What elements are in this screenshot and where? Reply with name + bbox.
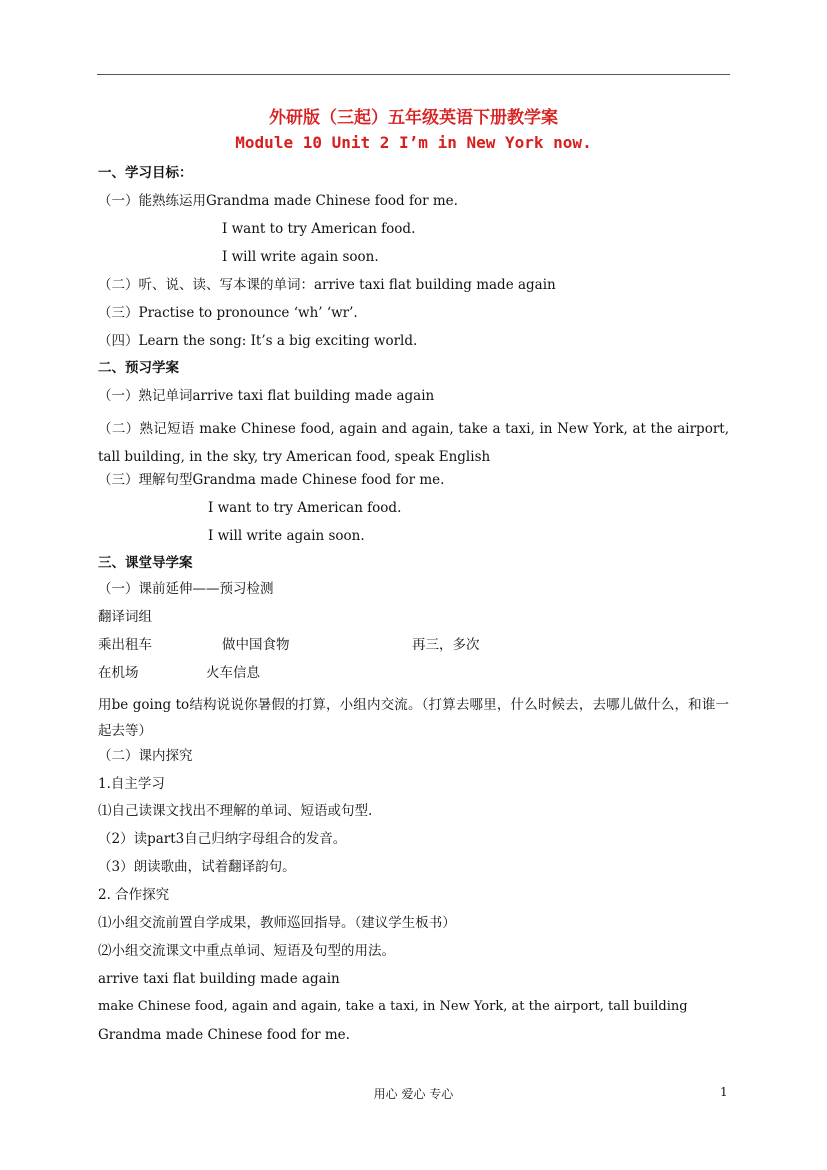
objective-1-line2: I want to try American food. (222, 221, 416, 237)
section1-heading: 一、学习目标： (98, 165, 193, 181)
section3-heading: 三、课堂导学案 (98, 555, 193, 571)
cooperative-1: ⑴小组交流前置自学成果，教师巡回指导。（建议学生板书） (98, 915, 456, 931)
key-words: arrive taxi flat building made again (98, 971, 340, 987)
preview-words: （一）熟记单词arrive taxi flat building made again (98, 388, 435, 404)
page-number: 1 (720, 1085, 728, 1099)
key-phrases: make Chinese food, again and again, take a taxi, in New York, at the airport, tall building (98, 999, 688, 1014)
objective-2: （二）听、说、读、写本课的单词：arrive taxi flat building made again (98, 277, 556, 293)
in-class-explore: （二）课内探究 (98, 748, 193, 764)
self-study-3: （3）朗读歌曲，试着翻译韵句。 (98, 859, 296, 875)
cooperative-2: ⑵小组交流课文中重点单词、短语及句型的用法。 (98, 943, 395, 959)
footer-motto: 用心 爱心 专心 (373, 1087, 454, 1101)
objective-1-line3: I will write again soon. (222, 249, 379, 265)
self-study-2: （2）读part3自己归纳字母组合的发音。 (98, 831, 347, 847)
self-study-heading: 1.自主学习 (98, 776, 165, 792)
document-title-chinese: 外研版（三起）五年级英语下册教学案 (269, 108, 558, 128)
phrase-train-info: 火车信息 (206, 665, 260, 681)
key-sentence: Grandma made Chinese food for me. (98, 1027, 350, 1043)
self-study-1: ⑴自己读课文找出不理解的单词、短语或句型. (98, 803, 373, 819)
preview-sentences: （三）理解句型Grandma made Chinese food for me. (98, 472, 445, 488)
cooperative-heading: 2. 合作探究 (98, 887, 170, 903)
objective-4: （四）Learn the song: It’s a big exciting world. (98, 333, 418, 349)
section2-heading: 二、预习学案 (98, 360, 179, 376)
translate-label: 翻译词组 (98, 609, 152, 625)
phrase-take-taxi: 乘出租车 (98, 637, 152, 653)
phrase-chinese-food: 做中国食物 (222, 637, 290, 653)
header-rule (97, 74, 730, 75)
preview-sentence-3: I will write again soon. (208, 528, 365, 544)
phrase-at-airport: 在机场 (98, 665, 139, 681)
objective-1: （一）能熟练运用Grandma made Chinese food for me. (98, 193, 458, 209)
preview-phrases: （二）熟记短语 make Chinese food, again and again, take a taxi, in New York, at the airport, tall building, in the sky, try American food, speak English (98, 421, 729, 465)
preview-sentence-2: I want to try American food. (208, 500, 402, 516)
objective-3: （三）Practise to pronounce ‘wh’ ‘wr’. (98, 305, 358, 321)
be-going-to-task: 用be going to结构说说你暑假的打算，小组内交流。（打算去哪里，什么时候去，去哪儿做什么，和谁一起去等） (98, 697, 729, 739)
document-title-english: Module 10 Unit 2 I’m in New York now. (235, 133, 592, 152)
pre-class-check: （一）课前延伸——预习检测 (98, 581, 274, 597)
phrase-again-and-again: 再三，多次 (412, 637, 480, 653)
